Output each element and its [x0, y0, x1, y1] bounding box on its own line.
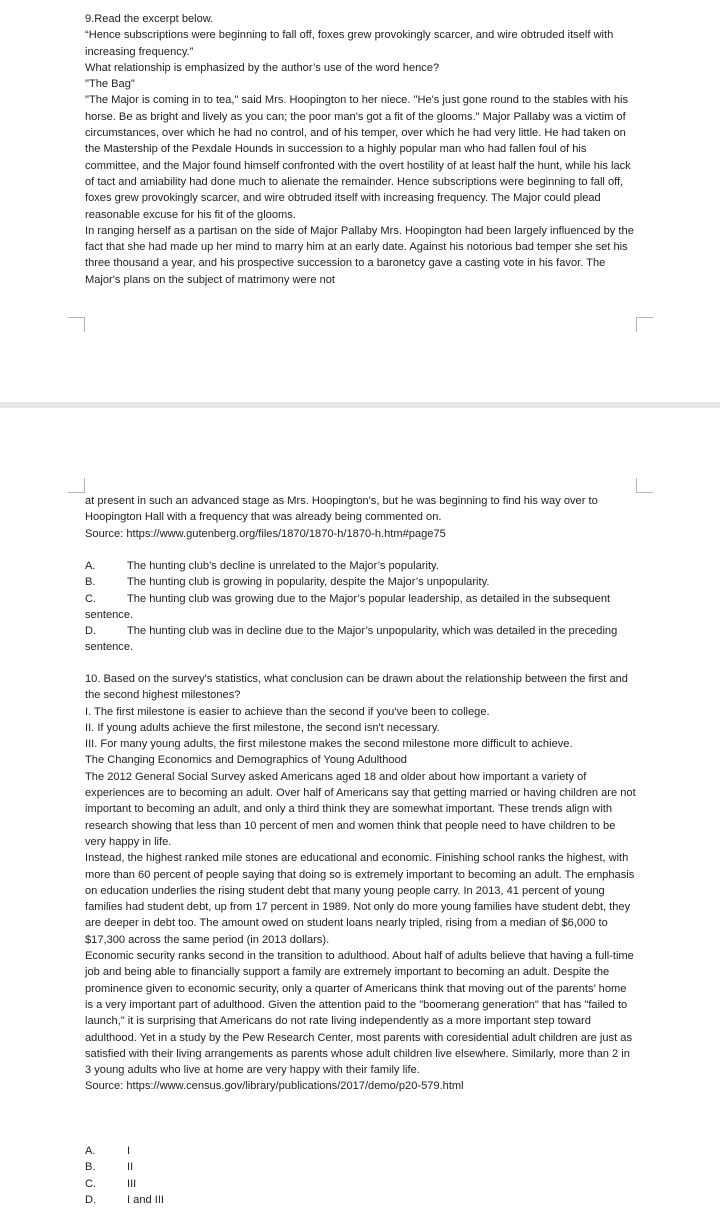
question-9-prompt: 9.Read the excerpt below.: [85, 13, 214, 25]
answer-option[interactable]: [85, 558, 637, 574]
answer-option[interactable]: [85, 623, 637, 656]
option-label: C.: [85, 1177, 97, 1190]
question-10-options: [85, 1143, 637, 1208]
article-title: The Changing Economics and Demographics of Young Adulthood: [85, 754, 407, 767]
answer-option[interactable]: [85, 1176, 637, 1192]
statement-2: II. If young adults achieve the first milestone, the second isn't necessary.: [85, 721, 440, 734]
story-source: Source: https://www.gutenberg.org/files/1870/1870-h/1870-h.htm#page75: [85, 527, 446, 540]
option-text: III: [127, 1177, 137, 1190]
question-10-prompt: 10. Based on the survey's statistics, what conclusion can be drawn about the relationship between the first and the second highest milestones?: [85, 673, 628, 702]
answer-option[interactable]: [85, 574, 637, 590]
statement-3: III. For many young adults, the first milestone makes the second milestone more difficult to achieve.: [85, 738, 573, 751]
option-text: I: [127, 1145, 131, 1157]
story-paragraph-continued: at present in such an advanced stage as Mrs. Hoopington's, but he was beginning to find his way over to Hoopington Hall with a frequency that was already being commented on.: [85, 495, 598, 524]
option-text: II: [127, 1161, 134, 1174]
option-label: B.: [85, 576, 96, 589]
option-label: D.: [85, 625, 97, 638]
question-9-question: What relationship is emphasized by the author’s use of the word hence?: [85, 61, 440, 74]
corner-mark-top-right: [636, 317, 653, 332]
statement-1: I. The first milestone is easier to achieve than the second if you've been to college.: [85, 705, 490, 718]
option-label: A.: [85, 1145, 96, 1157]
option-label: D.: [85, 1193, 97, 1206]
article-source: Source: https://www.census.gov/library/publications/2017/demo/p20-579.html: [85, 1080, 464, 1093]
option-text: The hunting club’s decline is unrelated to the Major’s popularity.: [127, 560, 439, 572]
answer-option[interactable]: [85, 1143, 637, 1159]
question-9-quote: “Hence subscriptions were beginning to fall off, foxes grew provokingly scarcer, and wire obtruded itself with increasing frequency.”: [85, 29, 614, 58]
answer-option[interactable]: [85, 591, 637, 624]
article-paragraph: Instead, the highest ranked mile stones are educational and economic. Finishing school ranks the highest, with more than 60 percent of people saying that doing so is extremely important to becoming an adult. The emphasis on education underlies the rising student debt that many young people carry. In 2013, 41 percent of young families had student debt, up from 17 percent in 1989. Not only do more young families have student debt, they are deeper in debt too. The amount owed on student loans nearly tripled, rising from a median of $6,000 to $17,300 across the same period (in 2013 dollars).: [85, 852, 635, 946]
corner-mark-bottom-left: [68, 478, 85, 493]
option-text: I and III: [127, 1193, 165, 1206]
story-paragraph: "The Major is coming in to tea," said Mrs. Hoopington to her niece. "He's just gone round to the stables with his horse. Be as bright and lively as you can; the poor man's got a fit of the glooms." Major Pallaby was a victim of circumstances, over which he had no control, and of his temper, over which he had very little. He had taken on the Mastership of the Pexdale Hounds in succession to a highly popular man who had fallen foul of his committee, and the Major found himself confronted with the overt hostility of at least half the hunt, while his lack of tact and amiability had done much to alienate the remainder. Hence subscriptions were beginning to fall off, foxes grew provokingly scarcer, and wire obtruded itself with increasing frequency. The Major could plead reasonable excuse for his fit of the glooms.: [85, 94, 631, 221]
article-paragraph: The 2012 General Social Survey asked Americans aged 18 and older about how important a variety of experiences are to becoming an adult. Over half of Americans say that getting married or having children are not important to becoming an adult, and only a third think they are somewhat important. These trends align with research showing that less than 10 percent of men and women think that people need to have children to be very happy in life.: [85, 770, 636, 848]
question-9-options: [85, 558, 637, 656]
question-10-body: [85, 671, 637, 1095]
story-title: "The Bag": [85, 78, 135, 91]
corner-mark-top-left: [68, 317, 85, 332]
option-text: The hunting club is growing in popularity, despite the Major’s unpopularity.: [127, 576, 490, 589]
corner-mark-bottom-right: [636, 478, 653, 493]
answer-option[interactable]: [85, 1159, 637, 1175]
option-label: B.: [85, 1161, 96, 1174]
option-label: C.: [85, 592, 97, 605]
question-9-body: [85, 11, 637, 288]
option-label: A.: [85, 560, 96, 572]
option-text: The hunting club was growing due to the Major’s popular leadership, as detailed in the subsequent sentence.: [85, 592, 611, 621]
story-paragraph: In ranging herself as a partisan on the side of Major Pallaby Mrs. Hoopington had been largely influenced by the fact that she had made up her mind to marry him at an early date. Against his notorious bad temper she set his three thousand a year, and his prospective succession to a baronetcy gave a casting vote in his favor. The Major's plans on the subject of matrimony were not: [85, 224, 634, 286]
article-paragraph: Economic security ranks second in the transition to adulthood. About half of adults believe that having a full-time job and being able to financially support a family are extremely important to becoming an adult. Despite the prominence given to economic security, only a quarter of Americans think that moving out of the parents’ home is a very important part of adulthood. Given the attention paid to the "boomerang generation" that has "failed to launch," it is surprising that Americans do not rate living independently as a more important step toward adulthood. Yet in a study by the Pew Research Center, most parents with coresidential adult children are just as satisfied with their living arrangements as parents whose adult children live elsewhere. Similarly, more than 2 in 3 young adults who live at home are very happy with their family life.: [85, 950, 634, 1077]
answer-option[interactable]: [85, 1192, 637, 1208]
question-9-continued: [85, 493, 637, 542]
option-text: The hunting club was in decline due to the Major’s unpopularity, which was detailed in the preceding sentence.: [85, 625, 618, 654]
